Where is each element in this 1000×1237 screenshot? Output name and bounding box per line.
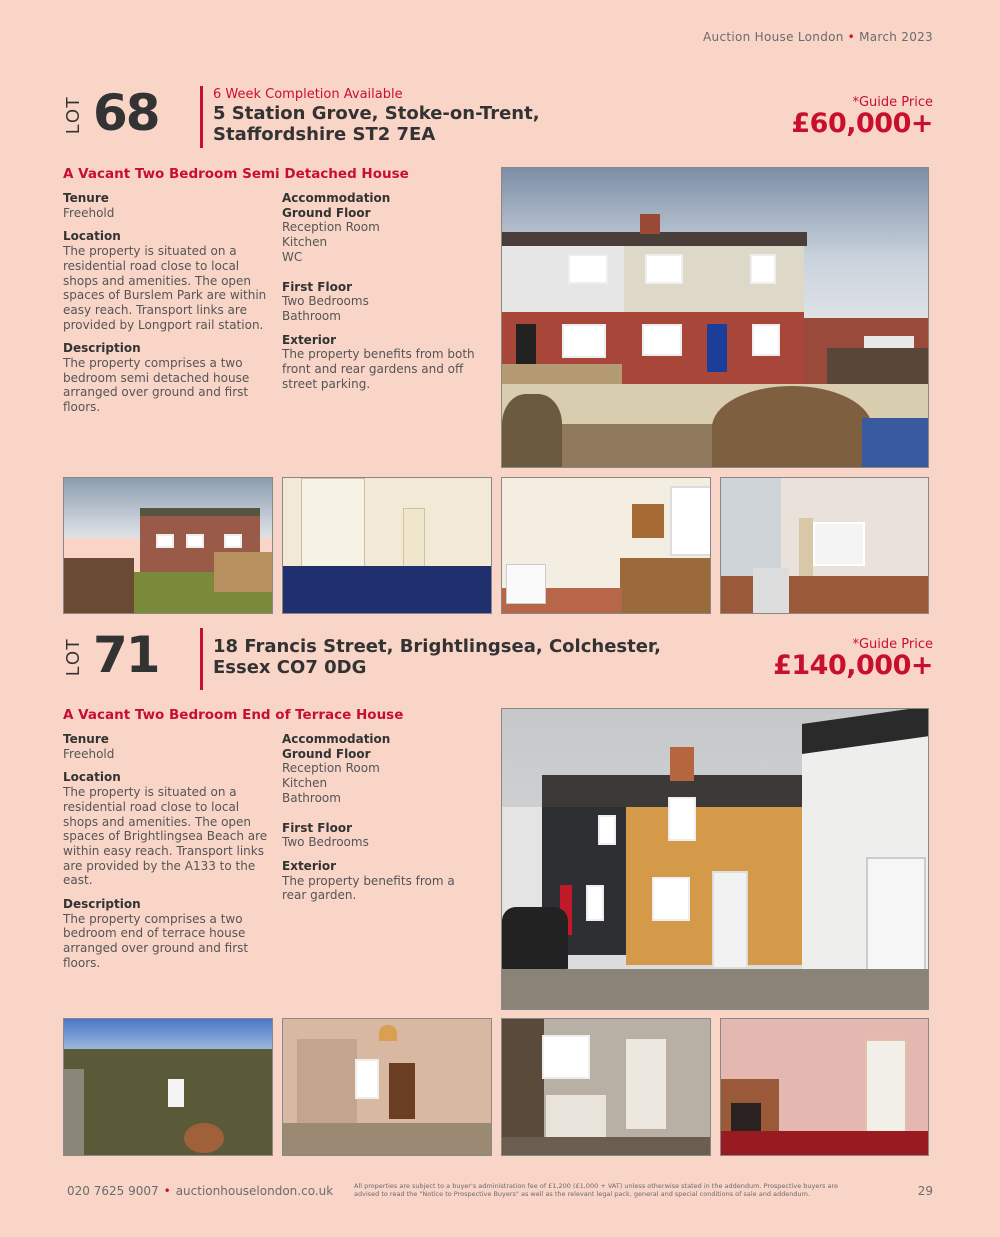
lot-number: 68 [93,84,159,142]
room-item: Reception Room [282,220,380,235]
photo-kitchen [501,1018,711,1156]
footer-disclaimer: All properties are subject to a buyer's administration fee of £1,200 (£1,000 + VAT) unless otherwise stated in the addendum. Prospective buyers are advised to read the "Notice to Prospective Buyers" as well as the relevant legal pack, general and special conditions of sale and addendum. [354,1182,838,1198]
description-heading: Description [63,897,141,912]
accommodation-heading: Accommodation [282,732,391,746]
lot-address: 5 Station Grove, Stoke-on-Trent, Staffordshire ST2 7EA [213,103,540,145]
property-title: A Vacant Two Bedroom End of Terrace House [63,707,404,723]
guide-price: £140,000+ [773,650,933,681]
brand-name: Auction House London [703,30,844,44]
ground-floor-heading: Ground Floor [282,205,371,220]
guide-price: £60,000+ [791,108,933,139]
exterior-text: The property benefits from both front and rear gardens and off street parking. [282,347,475,391]
description-text: The property comprises a two bedroom end of terrace house arranged over ground and first floors. [63,911,249,970]
tenure-value: Freehold [63,746,115,761]
issue-date: March 2023 [859,30,933,44]
lot-label: LOT [63,95,83,134]
room-item: Kitchen [282,235,328,250]
photo-bedroom [282,1018,492,1156]
photo-reception-room [720,1018,929,1156]
guide-price-label: *Guide Price [852,637,933,652]
room-item: WC [282,249,303,264]
accommodation-heading: Accommodation [282,191,391,205]
room-item: Kitchen [282,776,328,791]
property-details-right [282,732,482,912]
ground-floor-heading: Ground Floor [282,746,371,761]
footer-phone[interactable]: 020 7625 9007 [67,1184,159,1198]
location-heading: Location [63,229,121,244]
location-heading: Location [63,770,121,785]
room-item: Two Bedrooms [282,294,369,309]
room-item: Bathroom [282,790,341,805]
exterior-heading: Exterior [282,332,337,347]
property-title: A Vacant Two Bedroom Semi Detached House [63,166,409,182]
room-item: Two Bedrooms [282,835,369,850]
location-text: The property is situated on a residential road close to local shops and amenities. The open spaces of Burslem Park are within easy reach. Transport links are provided by Longport rail station. [63,244,267,332]
page-number: 29 [917,1184,933,1198]
lot-71-header [63,626,933,696]
main-photo-exterior [501,708,929,1010]
tenure-heading: Tenure [63,191,109,205]
photo-bedroom [282,477,492,614]
first-floor-heading: First Floor [282,279,353,294]
room-item: Bathroom [282,308,341,323]
exterior-heading: Exterior [282,858,337,873]
description-heading: Description [63,341,141,356]
exterior-text: The property benefits from a rear garden. [282,873,455,903]
lot-address: 18 Francis Street, Brightlingsea, Colchester, Essex CO7 0DG [213,636,662,678]
main-photo-exterior [501,167,929,468]
footer-website-link[interactable]: auctionhouselondon.co.uk [175,1184,334,1198]
property-details-left [63,191,275,424]
photo-kitchen [501,477,711,614]
room-item: Reception Room [282,761,380,776]
tenure-value: Freehold [63,205,115,220]
first-floor-heading: First Floor [282,820,353,835]
lot-number: 71 [93,626,159,684]
property-details-left [63,732,275,980]
footer-contact: 020 7625 9007 • auctionhouselondon.co.uk [67,1184,334,1198]
photo-reception-room [720,477,929,614]
description-text: The property comprises a two bedroom semi detached house arranged over ground and first floors. [63,356,250,415]
location-text: The property is situated on a residential road close to local shops and amenities. The open spaces of Brightlingsea Beach are within easy reach. Transport links are provided by the A133 to the east. [63,785,268,888]
guide-price-label: *Guide Price [852,95,933,110]
property-details-right [282,191,482,400]
lot-68-header [63,84,933,154]
photo-rear-garden [63,1018,273,1156]
lot-label: LOT [63,637,83,676]
lot-divider [200,628,203,690]
tenure-heading: Tenure [63,732,109,746]
page-header: Auction House London • March 2023 [703,30,933,44]
lot-subtitle: 6 Week Completion Available [213,87,403,102]
lot-divider [200,86,203,148]
photo-rear-garden [63,477,273,614]
